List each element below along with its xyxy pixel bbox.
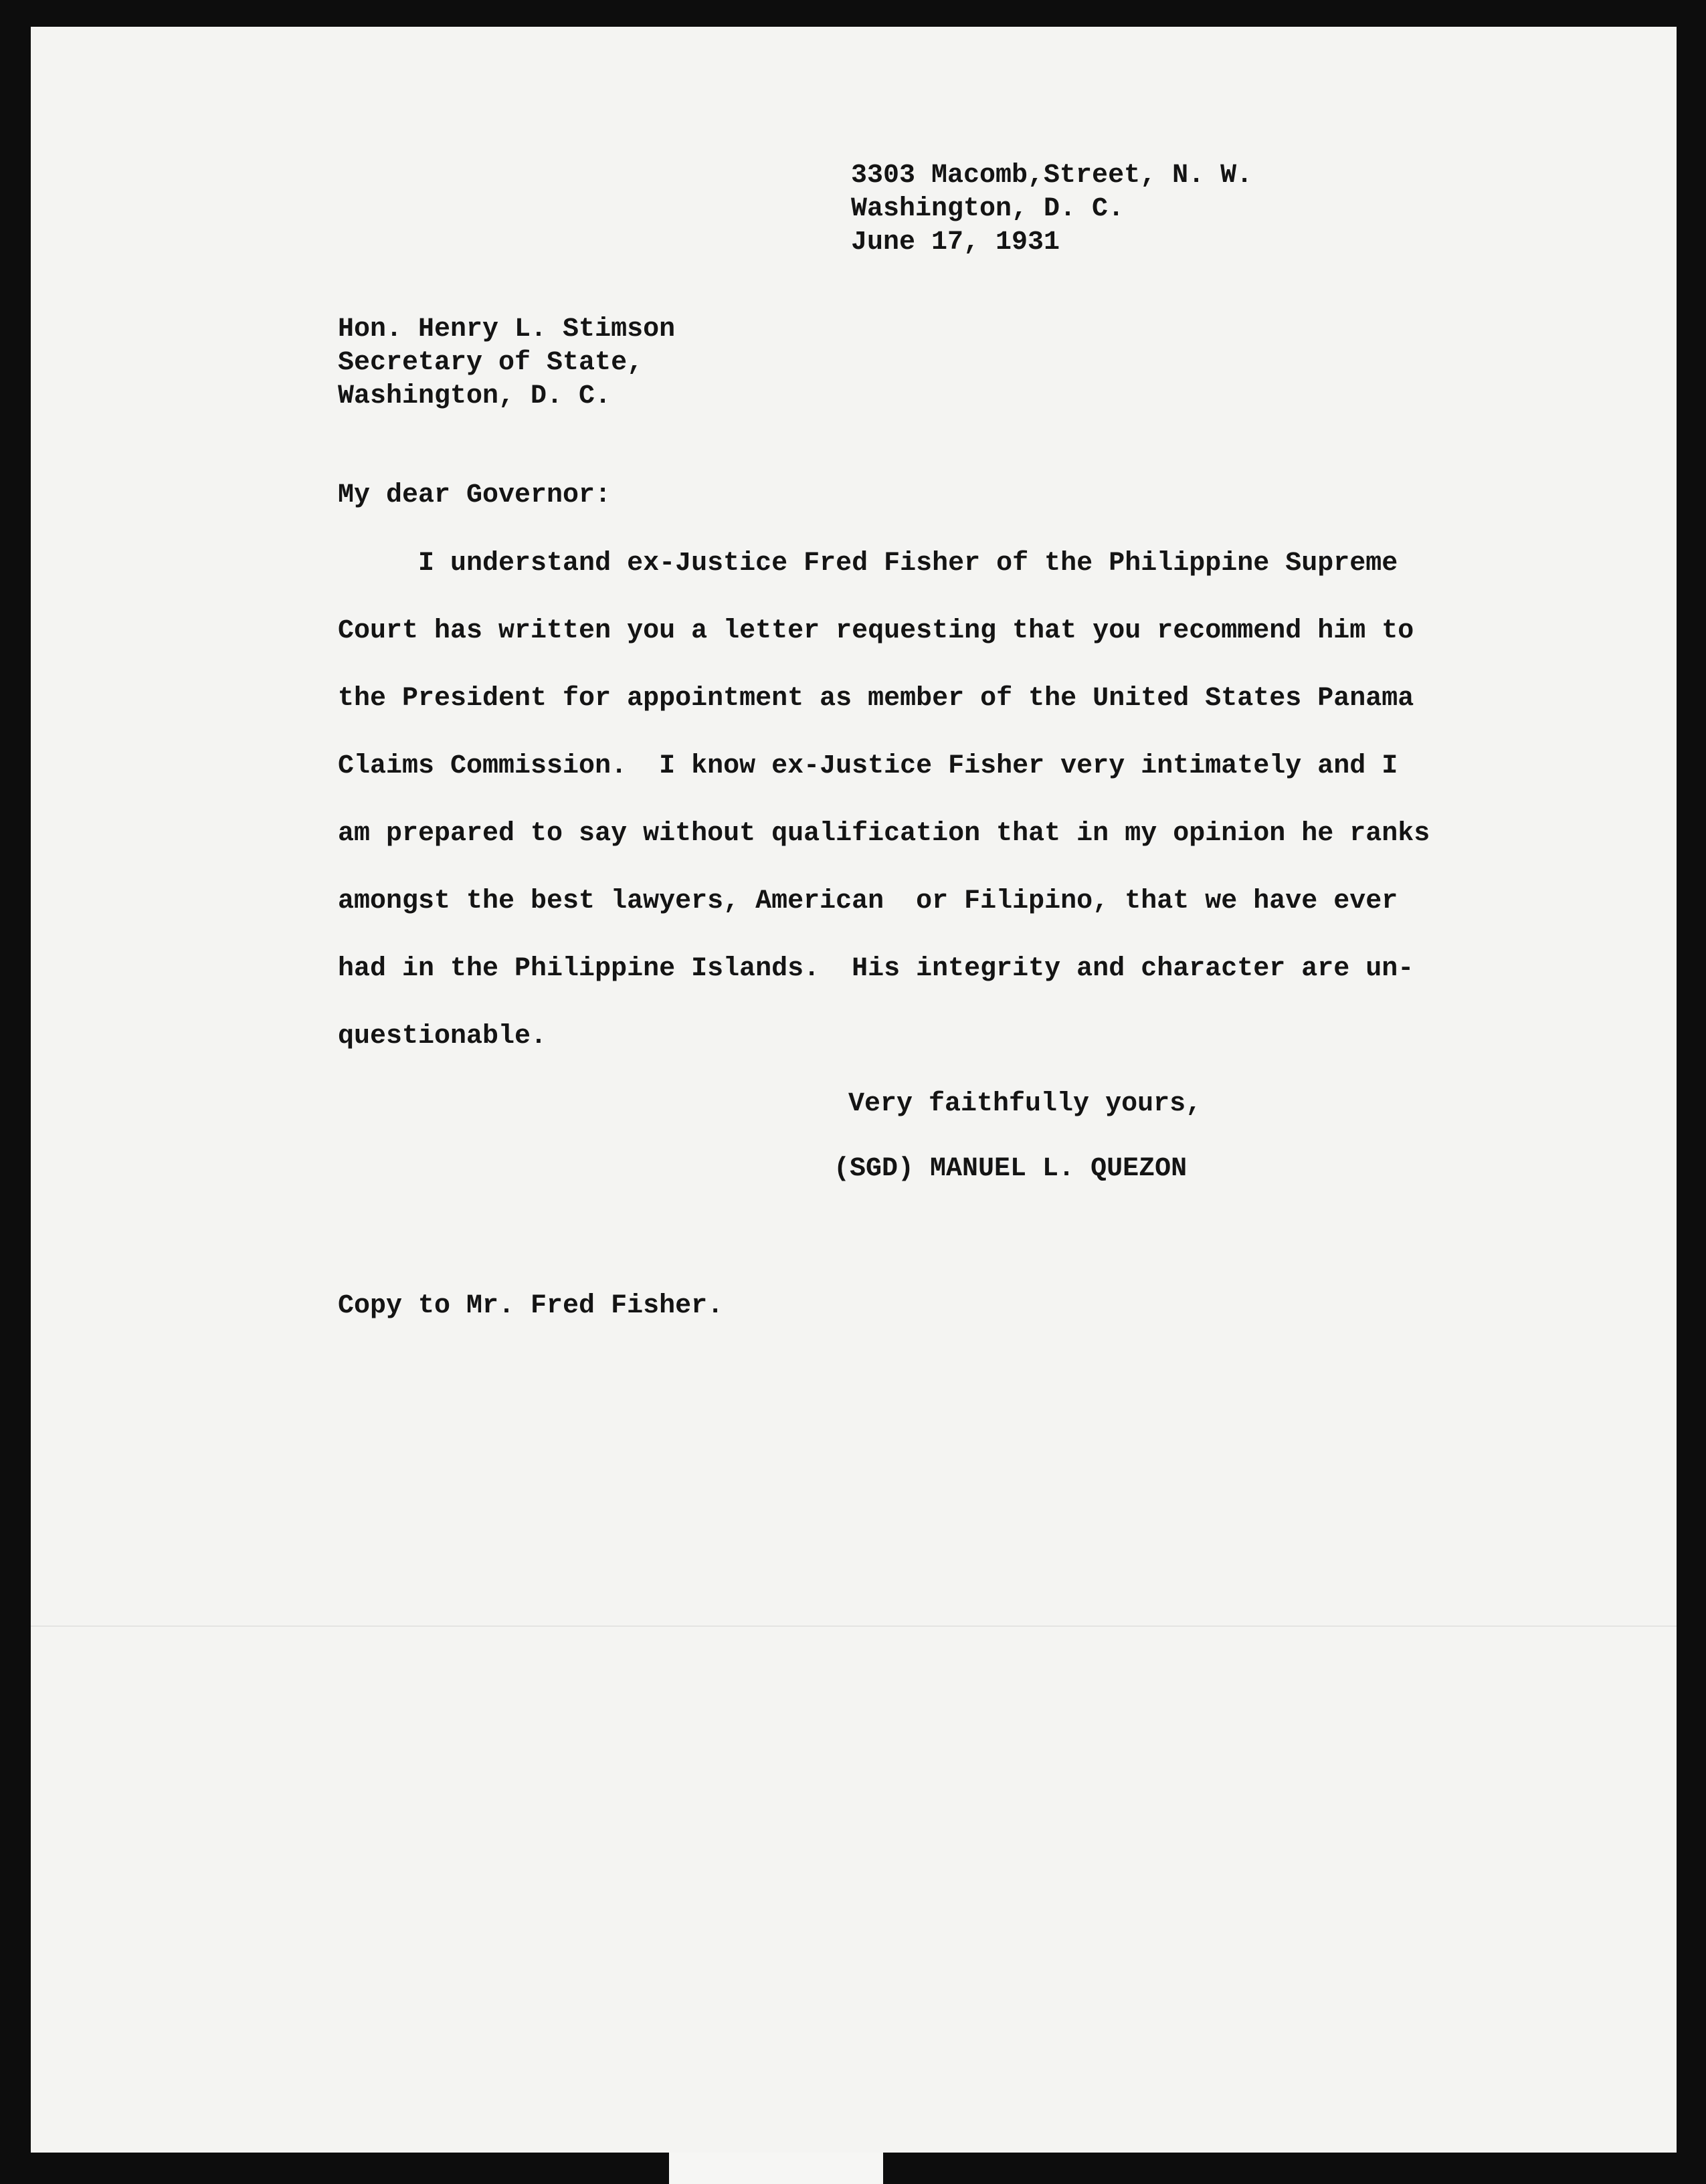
closing: Very faithfully yours, [848, 1089, 1202, 1119]
sender-street: 3303 Macomb,Street, N. W. [851, 161, 1253, 191]
copy-to-line: Copy to Mr. Fred Fisher. [338, 1291, 724, 1321]
body-line: am prepared to say without qualification that in my opinion he ranks [338, 819, 1430, 849]
sender-address [851, 161, 1253, 281]
recipient-title: Secretary of State, [338, 348, 644, 378]
recipient-city: Washington, D. C. [338, 381, 611, 411]
recipient-name: Hon. Henry L. Stimson [338, 314, 676, 344]
letter-body [338, 549, 1430, 1052]
sender-city: Washington, D. C. [851, 194, 1125, 224]
letter-date: June 17, 1931 [851, 227, 1060, 258]
body-line: Court has written you a letter requesting that you recommend him to [338, 616, 1414, 646]
salutation: My dear Governor: [338, 480, 611, 510]
body-line: had in the Philippine Islands. His integrity and character are un- [338, 954, 1414, 984]
body-line: I understand ex-Justice Fred Fisher of the Philippine Supreme [338, 549, 1398, 579]
paper-fold-line [31, 1625, 1677, 1627]
body-line: Claims Commission. I know ex-Justice Fisher very intimately and I [338, 751, 1398, 781]
archive-tab [669, 2153, 883, 2184]
body-line: the President for appointment as member of the United States Panama [338, 684, 1414, 714]
signature: (SGD) MANUEL L. QUEZON [834, 1154, 1188, 1184]
recipient-address [338, 314, 676, 435]
body-line: amongst the best lawyers, American or Filipino, that we have ever [338, 886, 1398, 916]
body-line: questionable. [338, 1021, 547, 1052]
